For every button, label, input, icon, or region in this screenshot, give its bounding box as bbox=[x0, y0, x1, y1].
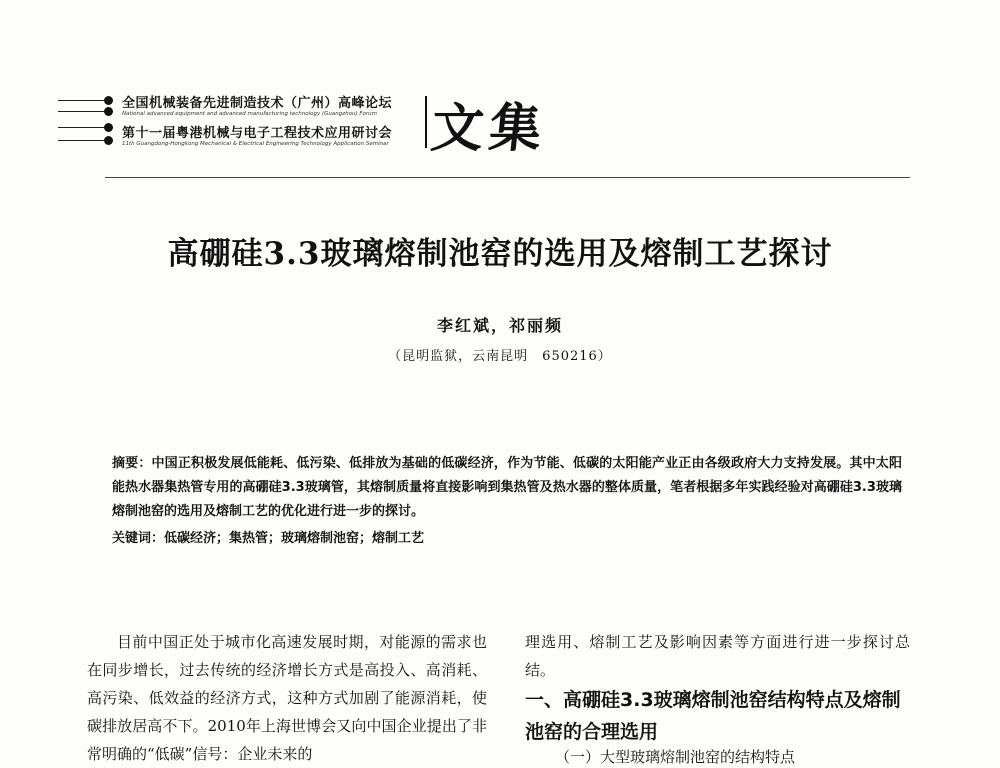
header-line bbox=[58, 100, 104, 101]
header-line bbox=[58, 111, 104, 112]
header-bullet-icon bbox=[104, 96, 113, 105]
body-right-paragraph: 理选用、熔制工艺及影响因素等方面进行进一步探讨总结。 bbox=[525, 633, 910, 679]
header-line bbox=[58, 127, 104, 128]
body-left-paragraph: 目前中国正处于城市化高速发展时期，对能源的需求也在同步增长，过去传统的经济增长方式是高投入、高消耗、高污染、低效益的经济方式，这种方式加剧了能源消耗，使碳排放居高不下。2010年上海世博会又向中国企业提出了非常明确的“低碳”信号：企业未来的 bbox=[87, 633, 487, 763]
author-affiliation: （昆明监狱，云南昆明 650216） bbox=[388, 349, 612, 364]
abstract-label: 摘要： bbox=[112, 456, 152, 471]
paper-authors: 李红斌，祁丽频 bbox=[436, 316, 563, 335]
seminar-title-cn: 第十一届粤港机械与电子工程技术应用研讨会 bbox=[122, 126, 393, 141]
subsection-heading: （一）大型玻璃熔制池窑的结构特点 bbox=[555, 748, 796, 766]
forum-title-cn: 全国机械装备先进制造技术（广州）高峰论坛 bbox=[122, 96, 393, 111]
forum-title-en: National advanced equipment and advanced manufacturing technology (Guangzhou) Forum bbox=[122, 111, 377, 117]
abstract-text: 中国正积极发展低能耗、低污染、低排放为基础的低碳经济，作为节能、低碳的太阳能产业正由各级政府大力支持发展。其中太阳能热水器集热管专用的高硼硅3.3玻璃管，其熔制质量将直接影响到集热管及热水器的整体质量，笔者根据多年实践经验对高硼硅3.3玻璃熔制池窑的选用及熔制工艺的优化进行进一步的探讨。 bbox=[112, 456, 902, 519]
header-line bbox=[58, 140, 104, 141]
keywords-label: 关键词： bbox=[112, 531, 165, 546]
keywords bbox=[112, 527, 902, 546]
seminar-title-en: 11th Guangdong-Hongkong Mechanical & Electrical Engineering Technology Application Seminar bbox=[122, 141, 389, 147]
keywords-text: 低碳经济；集热管；玻璃熔制池窑；熔制工艺 bbox=[164, 531, 425, 546]
paper-title: 高硼硅3.3玻璃熔制池窑的选用及熔制工艺探讨 bbox=[167, 236, 833, 272]
collection-logo-text: 文集 bbox=[428, 98, 551, 159]
header-bullet-icon bbox=[104, 107, 113, 116]
header-bullet-icon bbox=[104, 123, 113, 132]
header-divider bbox=[425, 96, 427, 148]
header-bullet-icon bbox=[104, 136, 113, 145]
abstract bbox=[112, 452, 902, 524]
header-rule bbox=[105, 177, 910, 178]
section-heading: 一、高硼硅3.3玻璃熔制池窑结构特点及熔制池窑的合理选用 bbox=[525, 689, 901, 743]
